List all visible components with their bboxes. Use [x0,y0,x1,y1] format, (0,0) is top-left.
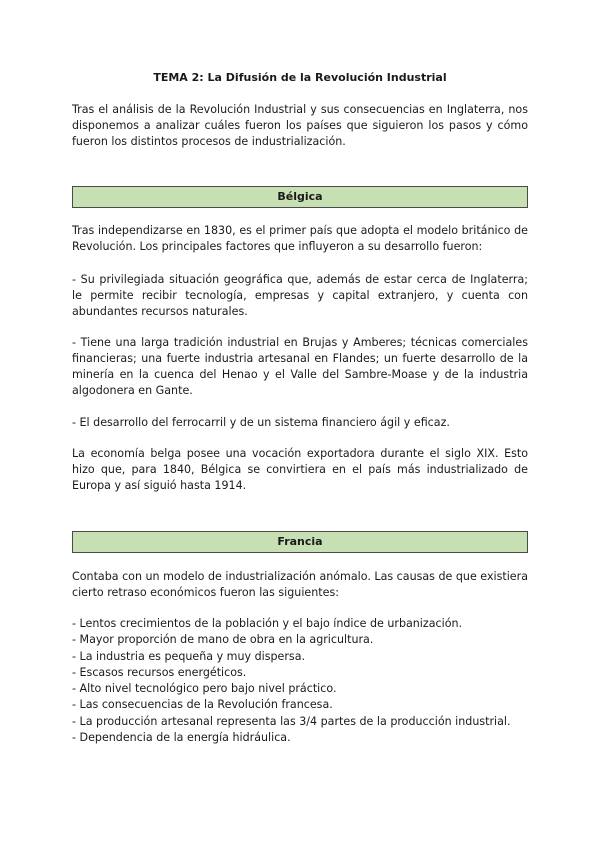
section-heading-francia: Francia [72,531,528,553]
francia-intro: Contaba con un modelo de industrialización anómalo. Las causas de que existiera cierto retraso económicos fueron las siguientes: [72,570,528,599]
list-item: - La producción artesanal representa las 3/4 partes de la producción industrial. [72,714,511,728]
belgica-factor-2: - Tiene una larga tradición industrial en Brujas y Amberes; técnicas comerciales financieras; una fuerte industria artesanal en Flandes; un fuerte desarrollo de la minería en la cuenca del Henao y el Valle del Sambre-Moase y de la industria algodonera en Gante. [72,336,528,397]
belgica-factor-1: - Su privilegiada situación geográfica que, además de estar cerca de Inglaterra; le permite recibir tecnología, empresas y capital extranjero, y cuenta con abundantes recursos naturales. [72,273,528,318]
belgica-conclusion: La economía belga posee una vocación exportadora durante el siglo XIX. Esto hizo que, para 1840, Bélgica se convirtiera en el país más industrializado de Europa y así siguió hasta 1914. [72,447,528,492]
belgica-factor-3: - El desarrollo del ferrocarril y de un sistema financiero ágil y eficaz. [72,416,450,429]
list-item: - La industria es pequeña y muy dispersa. [72,649,306,663]
list-item: - Escasos recursos energéticos. [72,665,247,679]
francia-causes-list [72,616,528,746]
section-heading-belgica: Bélgica [72,186,528,208]
intro-paragraph: Tras el análisis de la Revolución Industrial y sus consecuencias en Inglaterra, nos disponemos a analizar cuáles fueron los países que siguieron los pasos y cómo fueron los distintos procesos de industrialización. [72,103,528,148]
list-item: - Lentos crecimientos de la población y el bajo índice de urbanización. [72,617,463,630]
list-item: - Alto nivel tecnológico pero bajo nivel práctico. [72,682,337,696]
list-item: - Dependencia de la energía hidráulica. [72,731,291,745]
page-title: TEMA 2: La Difusión de la Revolución Industrial [153,71,447,84]
list-item: - Mayor proporción de mano de obra en la agricultura. [72,633,374,647]
list-item: - Las consecuencias de la Revolución francesa. [72,698,333,712]
belgica-intro: Tras independizarse en 1830, es el primer país que adopta el modelo británico de Revolución. Los principales factores que influyeron a su desarrollo fueron: [72,224,528,253]
